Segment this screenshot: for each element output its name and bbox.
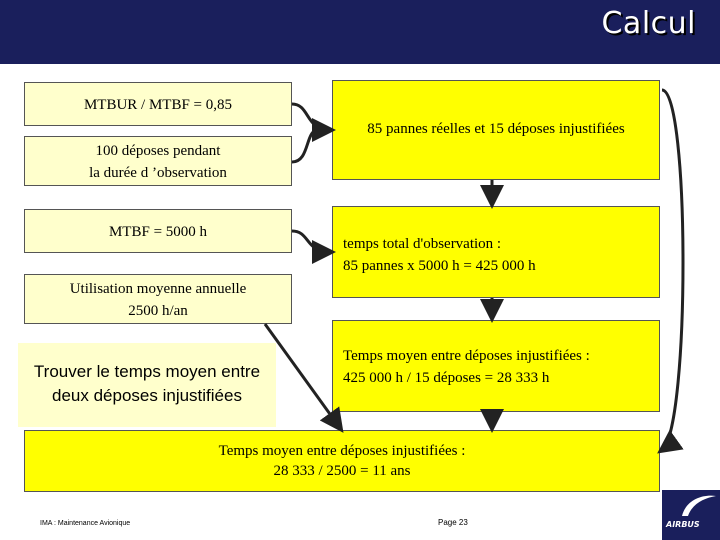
removals-box bbox=[24, 136, 292, 186]
usage-line-1: Utilisation moyenne annuelle bbox=[69, 281, 247, 297]
logo-swoosh-icon bbox=[662, 490, 720, 520]
side-arrow-right bbox=[662, 90, 683, 450]
mtbf-box: MTBF = 5000 h bbox=[24, 209, 292, 253]
step2-line-1: temps total d'observation : bbox=[343, 236, 502, 252]
brace-arrow-top bbox=[292, 104, 330, 130]
usage-to-result-arrow bbox=[265, 324, 340, 428]
page-title: Calcul bbox=[601, 6, 696, 41]
step1-box: 85 pannes réelles et 15 déposes injustifiées bbox=[332, 80, 660, 180]
footer-course: IMA : Maintenance Avionique bbox=[40, 520, 131, 527]
brace-arrow-mid bbox=[292, 231, 330, 252]
result-line-2: 28 333 / 2500 = 11 ans bbox=[273, 463, 411, 479]
step3-line-1: Temps moyen entre déposes injustifiées : bbox=[343, 348, 590, 364]
ratio-box: MTBUR / MTBF = 0,85 bbox=[24, 82, 292, 126]
step3-box bbox=[332, 320, 660, 412]
result-line-1: Temps moyen entre déposes injustifiées : bbox=[218, 443, 466, 459]
usage-box bbox=[24, 274, 292, 324]
task-line-1: Trouver le temps moyen entre bbox=[33, 362, 261, 381]
usage-line-2: 2500 h/an bbox=[128, 303, 188, 319]
removals-line-2: la durée d ’observation bbox=[89, 165, 227, 181]
brace-arrow-top-lower bbox=[292, 130, 318, 162]
removals-line-1: 100 déposes pendant bbox=[95, 143, 221, 159]
step2-box bbox=[332, 206, 660, 298]
task-box bbox=[18, 343, 276, 427]
logo-text: AIRBUS bbox=[666, 520, 700, 529]
result-box bbox=[24, 430, 660, 492]
step3-line-2: 425 000 h / 15 déposes = 28 333 h bbox=[343, 370, 550, 386]
task-line-2: deux déposes injustifiées bbox=[52, 386, 242, 405]
airbus-logo bbox=[662, 490, 720, 540]
step2-line-2: 85 pannes x 5000 h = 425 000 h bbox=[343, 258, 536, 274]
header-bar bbox=[0, 0, 720, 64]
page-number: Page 23 bbox=[438, 518, 468, 527]
